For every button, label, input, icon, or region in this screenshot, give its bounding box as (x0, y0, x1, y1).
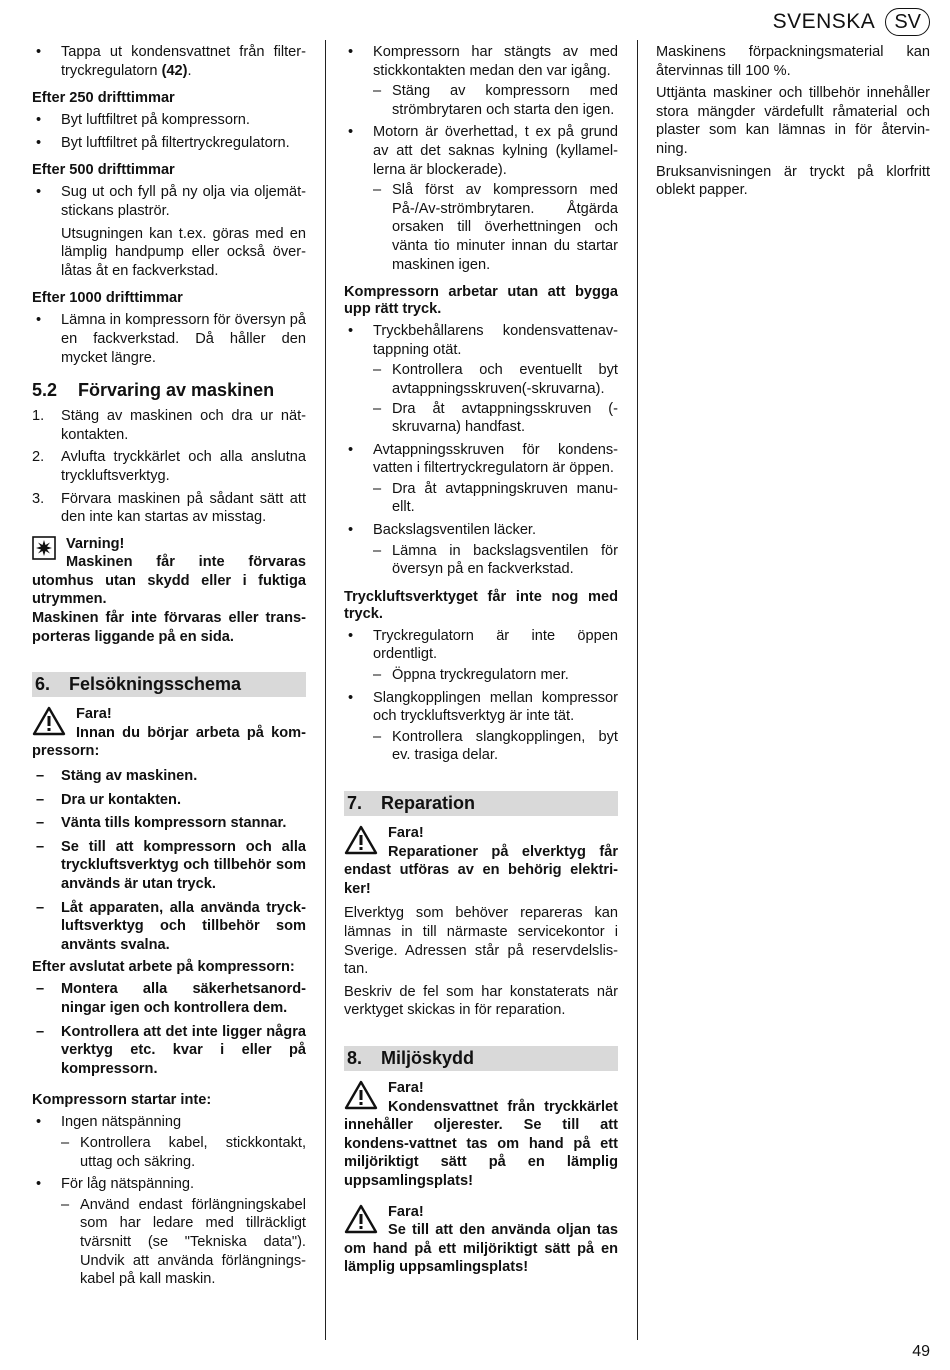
paragraph: Beskriv de fel som har konstaterats när verktyget skickas in för reparation. (344, 983, 618, 1019)
subheading-250h: Efter 250 drifttimmar (32, 90, 175, 107)
warning-label: Varning! (66, 535, 125, 552)
section-heading-5-2: 5.2 Förvaring av maskinen (32, 380, 275, 401)
maintenance-list (32, 43, 306, 80)
danger-label: Fara! (388, 825, 424, 841)
danger-text: Kondensvattnet från tryckkärlet innehåller oljerester. Se till att kondens-vattnet tas om hand på ett miljöriktigt sätt på en lämplig uppsamlingsplats! (344, 1098, 618, 1189)
list-subitem: – Använd endast förlängningskabel som har ledare med tillräckligt tvärsnitt (se "Tekniska data"). Undvik att använda förlängnings-kabel på kall maskin. (61, 1196, 306, 1289)
list-item: • Tappa ut kondensvattnet från filter-tryckregulatorn (42). (32, 43, 306, 80)
warning-block (32, 535, 306, 647)
list-item: – Låt apparaten, alla använda tryck-luftsverktyg och tillbehör som använts svalna. (32, 899, 306, 955)
subheading-no-start: Kompressorn startar inte: (32, 1092, 212, 1109)
list-item: – Dra ur kontakten. (32, 791, 306, 810)
danger-block (32, 705, 306, 761)
list-subitem: – Kontrollera kabel, stickkontakt, uttag och säkring. (61, 1134, 306, 1171)
list-item: 3. Förvara maskinen på sådant sätt att den inte kan startas av misstag. (32, 490, 306, 526)
list-subitem: – Lämna in backslagsventilen för översyn på en fackverkstad. (373, 542, 618, 579)
list-item: • För låg nätspänning. – Använd endast förlängningskabel som har ledare med tillräckligt tvärsnitt (se "Tekniska data"). Undvik att använda förlängnings-kabel på kall maskin. (32, 1175, 306, 1289)
danger-label: Fara! (76, 706, 112, 723)
list-item: – Stäng av maskinen. (32, 767, 306, 786)
list-item: – Kontrollera att det inte ligger några verktyg etc. kvar i eller på kompressorn. (32, 1023, 306, 1079)
warning-text: Maskinen får inte förvaras utomhus utan skydd eller i fuktiga utrymmen. (32, 554, 306, 608)
section-heading-6: 6. Felsökningsschema (32, 672, 306, 697)
list-item: • Tryckregulatorn är inte öppen ordentligt. – Öppna tryckregulatorn mer. (344, 627, 618, 685)
list-item: • Byt luftfiltret på kompressorn. (32, 111, 306, 130)
danger-block (344, 1203, 618, 1277)
column-2 (344, 43, 618, 1283)
column-divider (325, 40, 326, 1340)
list-subitem: – Kontrollera slangkopplingen, byt ev. trasiga delar. (373, 728, 618, 765)
column-1 (32, 43, 306, 1293)
list-subitem: – Öppna tryckregulatorn mer. (373, 666, 618, 685)
list-item: • Ingen nätspänning – Kontrollera kabel, stickkontakt, uttag och säkring. (32, 1113, 306, 1171)
language-badge: SV (885, 8, 930, 36)
section-heading-7: 7. Reparation (344, 791, 618, 816)
before-work-list (32, 767, 306, 954)
danger-block (344, 824, 618, 898)
subheading-pressure: Kompressorn arbetar utan att bygga upp rätt tryck. (344, 284, 618, 318)
list-item: • Kompressorn har stängts av med stickkontakten medan den var igång. – Stäng av kompressorn med strömbrytaren och starta den igen. (344, 43, 618, 119)
list-item: – Se till att kompressorn och alla tryckluftsverktyg och tillbehör som används är utan tryck. (32, 838, 306, 894)
danger-label: Fara! (388, 1203, 424, 1220)
column-divider (637, 40, 638, 1340)
storage-steps (32, 407, 306, 527)
list-subitem: – Dra åt avtappningskruven manu-ellt. (373, 480, 618, 517)
list-item: • Motorn är överhettad, t ex på grund av att det saknas kylning (kyllamel-lerna är blockerade). – Slå först av kompressorn med På-/Av-strömbrytaren. Åtgärda orsaken till överhettningen och vänta tio minuter innan du startar maskinen igen. (344, 123, 618, 274)
danger-triangle-icon (32, 706, 66, 736)
subheading-tool-pressure: Tryckluftsverktyget får inte nog med tryck. (344, 588, 618, 622)
list-item: • Backslagsventilen läcker. – Lämna in backslagsventilen för översyn på en fackverkstad. (344, 521, 618, 579)
paragraph: Uttjänta maskiner och tillbehör innehåller stora mängder värdefullt råmaterial och plaster som kan lämnas in för återvin-ning. (656, 85, 930, 157)
list-item: • Lämna in kompressorn för översyn på en fackverkstad. Då håller den mycket längre. (32, 311, 306, 367)
list-item: 1. Stäng av maskinen och dra ur nät-kontakten. (32, 408, 306, 443)
list-subitem: – Slå först av kompressorn med På-/Av-strömbrytaren. Åtgärda orsaken till överhettningen och vänta tio minuter innan du startar maskinen igen. (373, 181, 618, 274)
list-subitem: – Stäng av kompressorn med strömbrytaren och starta den igen. (373, 82, 618, 119)
pressure-list (344, 322, 618, 579)
subheading-after-work: Efter avslutat arbete på kompressorn: (32, 959, 295, 976)
list-item: – Montera alla säkerhetsanord-ningar igen och kontrollera dem. (32, 980, 306, 1017)
danger-label: Fara! (388, 1079, 424, 1096)
list-item: • Slangkopplingen mellan kompressor och tryckluftsverktyg är inte tät. – Kontrollera slangkopplingen, byt ev. trasiga delar. (344, 689, 618, 765)
subheading-500h: Efter 500 drifttimmar (32, 162, 175, 179)
page-number: 49 (912, 1343, 930, 1361)
list-subitem: – Kontrollera och eventuellt byt avtappningsskruven(-skruvarna). (373, 361, 618, 398)
list-item: • Avtappningsskruven för kondens-vatten i filtertryckregulatorn är öppen. – Dra åt avtappningskruven manu-ellt. (344, 441, 618, 517)
danger-triangle-icon (344, 825, 378, 855)
paragraph: Bruksanvisningen är tryckt på klorfritt oblekt papper. (656, 163, 930, 199)
paragraph: Elverktyg som behöver repareras kan lämnas in till närmaste servicekontor i Sverige. Adressen står på reservdelslis-tan. (344, 905, 618, 978)
header-title: SVENSKA (772, 10, 876, 33)
list-item: • Tryckbehållarens kondensvattenav-tappning otät. – Kontrollera och eventuellt byt avtappningsskruven(-skruvarna). – Dra åt avtappningsskruven (-skruvarna) handfast. (344, 322, 618, 437)
paragraph: Utsugningen kan t.ex. göras med en lämplig handpump eller också över-låtas åt en fackverkstad. (61, 225, 306, 279)
list-subitem: – Dra åt avtappningsskruven (-skruvarna) handfast. (373, 400, 618, 437)
paragraph: Maskinens förpackningsmaterial kan återvinnas till 100 %. (656, 44, 930, 79)
danger-triangle-icon (344, 1204, 378, 1234)
list-1000h (32, 311, 306, 367)
danger-text: Innan du börjar arbeta på kom-pressorn: (32, 724, 306, 760)
column-3 (656, 43, 930, 204)
list-item: • Byt luftfiltret på filtertryckregulatorn. (32, 134, 306, 153)
no-start-list (32, 1113, 306, 1288)
danger-text: Se till att den använda oljan tas om hand på ett miljöriktigt sätt på en lämplig uppsamlingsplats! (344, 1222, 618, 1276)
list-250h (32, 111, 306, 152)
list-item: • Sug ut och fyll på ny olja via oljemät-stickans plaströr. (32, 183, 306, 220)
page-header (773, 8, 930, 36)
no-start-list-continued (344, 43, 618, 274)
danger-block (344, 1079, 618, 1191)
subheading-1000h: Efter 1000 drifttimmar (32, 290, 183, 307)
list-500h (32, 183, 306, 220)
danger-text: Reparationer på elverktyg får endast utföras av en behörig elektri-ker! (344, 843, 618, 897)
list-item: – Vänta tills kompressorn stannar. (32, 814, 306, 833)
warning-burst-icon (32, 536, 56, 560)
section-heading-8: 8. Miljöskydd (344, 1046, 618, 1071)
warning-text: Maskinen får inte förvaras eller trans-porteras liggande på en sida. (32, 610, 306, 645)
tool-pressure-list (344, 627, 618, 765)
list-item: 2. Avlufta tryckkärlet och alla anslutna tryckluftsverktyg. (32, 449, 306, 484)
after-work-list (32, 980, 306, 1078)
danger-triangle-icon (344, 1080, 378, 1110)
